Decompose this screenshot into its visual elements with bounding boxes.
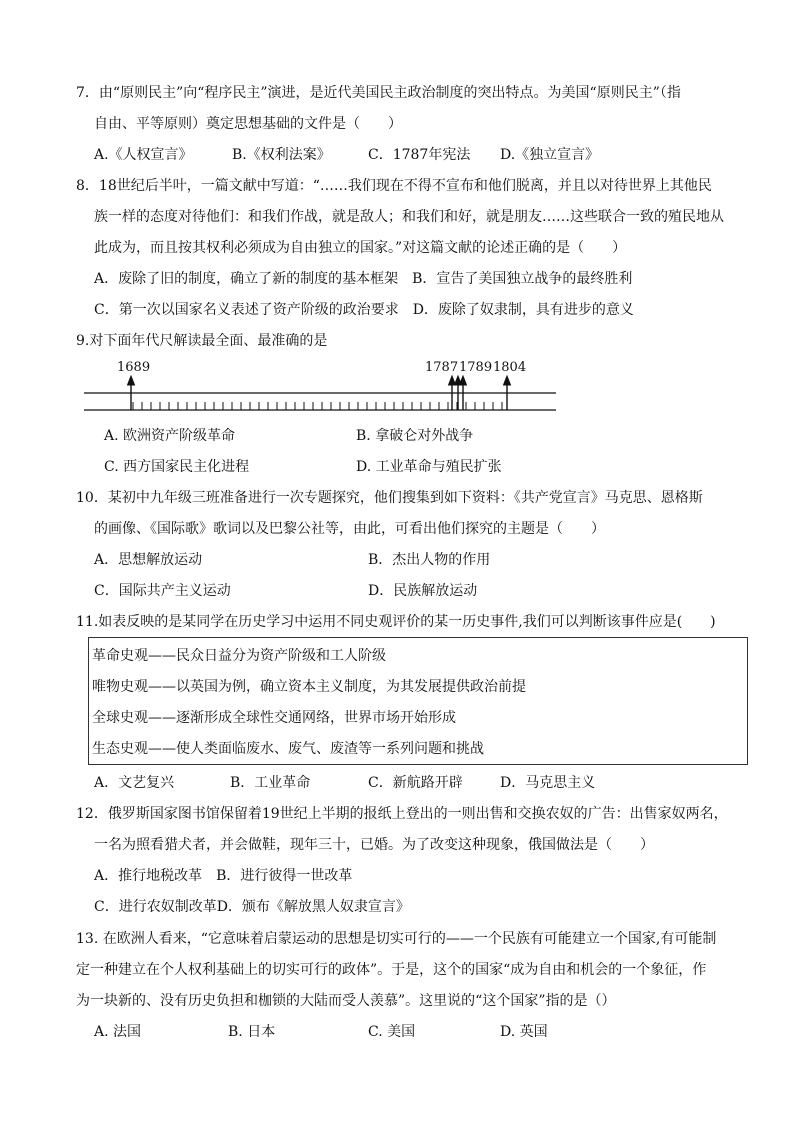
question-12-options-cd: C．进行农奴制改革D．颁布《解放黑人奴隶宣言》 [94, 899, 410, 915]
table-row: 生态史观——使人类面临废水、废气、废渣等一系列问题和挑战 [92, 741, 484, 757]
question-11-option-a: A．文艺复兴 [94, 775, 175, 791]
question-12-line-2: 一名为照看猎犬者，并会做鞋，现年三十，已婚。为了改变这种现象，俄国做法是（ ） [94, 837, 654, 853]
question-13-option-d: D. 英国 [500, 1024, 548, 1040]
question-11-option-b: B．工业革命 [230, 775, 311, 791]
question-8-line-2: 族一样的态度对待他们：和我们作战，就是敌人；和我们和好，就是朋友……这些联合一致的殖民地从 [94, 209, 724, 225]
question-7-option-c: C．1787年宪法 [368, 147, 471, 163]
timeline-label-1804: 1804 [493, 360, 527, 375]
question-10-option-a: A．思想解放运动 [94, 552, 203, 568]
question-9-option-b: B. 拿破仑对外战争 [356, 428, 474, 444]
question-13-line-3: 为一块新的、没有历史负担和枷锁的大陆而受人羡慕”。这里说的“这个国家”指的是（） [76, 993, 616, 1009]
question-10-option-c: C．国际共产主义运动 [94, 583, 231, 599]
question-12-options-ab: A．推行地税改革 B．进行彼得一世改革 [94, 868, 353, 884]
timeline-label-1689: 1689 [117, 360, 151, 375]
question-9-option-c: C. 西方国家民主化进程 [104, 459, 250, 475]
question-8-options-cd: C．第一次以国家名义表述了资产阶级的政治要求 D．废除了奴隶制，具有进步的意义 [94, 302, 634, 318]
question-12-line-1: 12．俄罗斯国家图书馆保留着19世纪上半期的报纸上登出的一则出售和交换农奴的广告：出售家奴两名， [76, 806, 728, 822]
question-8-options-ab: A．废除了旧的制度，确立了新的制度的基本框架 B．宣告了美国独立战争的最终胜利 [94, 271, 633, 287]
question-13-option-c: C. 美国 [368, 1024, 416, 1040]
question-11-option-c: C．新航路开辟 [368, 775, 463, 791]
question-13-option-b: B. 日本 [228, 1024, 276, 1040]
question-7-line-2: 自由、平等原则）奠定思想基础的文件是（ ） [94, 116, 402, 132]
question-9-line-1: 9.对下面年代尺解读最全面、最准确的是 [76, 333, 328, 349]
table-row: 全球史观——逐渐形成全球性交通网络，世界市场开始形成 [92, 710, 456, 726]
question-7-option-a: A.《人权宣言》 [94, 147, 193, 163]
table-row: 唯物史观——以英国为例，确立资本主义制度，为其发展提供政治前提 [92, 679, 526, 695]
question-13-option-a: A. 法国 [94, 1024, 142, 1040]
table-row: 革命史观——民众日益分为资产阶级和工人阶级 [92, 648, 386, 664]
timeline-label-1789: 1789 [459, 360, 493, 375]
question-11-line-1: 11.如表反映的是某同学在历史学习中运用不同史观评价的某一历史事件,我们可以判断该事件应是( ) [76, 614, 716, 630]
question-10-line-2: 的画像、《国际歌》歌词以及巴黎公社等，由此，可看出他们探究的主题是（ ） [94, 521, 605, 537]
question-13-line-1: 13. 在欧洲人看来，“它意味着启蒙运动的思想是切实可行的——一个民族有可能建立一个国家,有可能制 [76, 931, 717, 947]
question-8-line-1: 8．18世纪后半叶，一篇文献中写道：“……我们现在不得不宣布和他们脱离，并且以对待世界上其他民 [76, 178, 712, 194]
timeline-label-1787: 1787 [425, 360, 459, 375]
question-10-option-b: B．杰出人物的作用 [368, 552, 491, 568]
question-9-option-a: A. 欧洲资产阶级革命 [104, 428, 236, 444]
question-7-option-b: B.《权利法案》 [232, 147, 331, 163]
question-9-option-d: D. 工业革命与殖民扩张 [356, 459, 502, 475]
question-7-option-d: D.《独立宣言》 [500, 147, 600, 163]
question-7-line-1: 7．由“原则民主”向“程序民主”演进，是近代美国民主政治制度的突出特点。为美国“原则民主”（指 [76, 85, 681, 101]
question-10-option-d: D．民族解放运动 [368, 583, 478, 599]
question-11-option-d: D．马克思主义 [500, 775, 596, 791]
history-views-table [88, 637, 748, 765]
question-13-line-2: 定一种建立在个人权利基础上的切实可行的政体”。于是，这个的国家“成为自由和机会的一个象征，作 [76, 962, 707, 978]
question-10-line-1: 10．某初中九年级三班准备进行一次专题探究，他们搜集到如下资料：《共产党宣言》马克思、恩格斯 [76, 490, 703, 506]
question-8-line-3: 此成为，而且按其权利必须成为自由独立的国家。”对这篇文献的论述正确的是（ ） [94, 240, 627, 256]
